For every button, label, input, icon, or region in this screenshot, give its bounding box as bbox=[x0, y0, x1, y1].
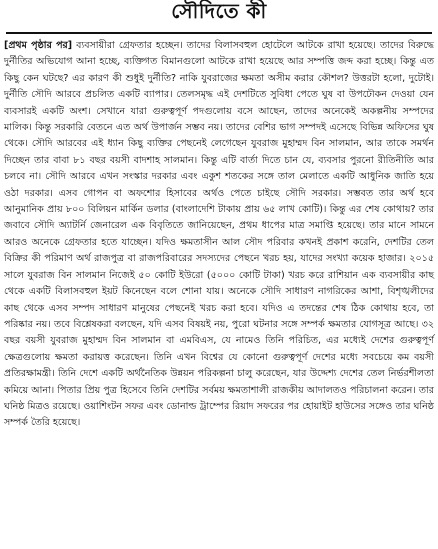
article-body bbox=[4, 38, 434, 432]
article-header bbox=[4, 0, 434, 34]
continuation-kicker: [প্রথম পৃষ্ঠার পর] bbox=[4, 40, 73, 51]
article-headline: সৌদিতে কী bbox=[171, 0, 267, 23]
article-body-text: ব্যবসায়ীরা গ্রেফতার হচ্ছেন। তাদের বিলাসবহুল হোটেলে আটকে রাখা হয়েছে। তাদের বিরুদ্ধে দুর্নীতির অভিযোগ আনা হচ্ছে, ব্যক্তিগত বিমানগুলো আটকে রাখা হয়েছে আর সম্পত্তি জব্দ করা হচ্ছে। কিন্তু এত কিছু কেন ঘটছে? এর কারণ কী শুধুই দুর্নীতি? নাকি যুবরাজের ক্ষমতা অসীম করার কৌশল? উত্তরটা হলো, দুটোই। দুর্নীতি সৌদি আরবে প্রচলিত একটি ব্যাপার। তেলসমৃদ্ধ এই দেশটিতে সুবিধা পেতে ঘুষ বা উপঢৌকন দেওয়া যেন ব্যবসারই একটি অংশ। সেখানে যারা গুরুত্বপূর্ণ পদগুলোয় বসে আছেন, তাদের অনেকেই অকল্পনীয় সম্পদের মালিক। কিন্তু সরকারি বেতনে এত অর্থ উপার্জন সম্ভব নয়। তাদের বেশির ভাগ সম্পদই এসেছে বিভিন্ন অফিসের ঘুষ থেকে। সৌদি আরবের এই ধ্যান কিছু ব্যক্তির পেছনেই লেগেছেন যুবরাজ মুহাম্মদ বিন সালমান, আর তাকে সমর্থন দিচ্ছেন তার বাবা ৮১ বছর বয়সী বাদশাহ সালমান। কিন্তু এটি বার্তা দিতে চান যে, ব্যবসার পুরনো রীতিনীতি আর চলবে না। সৌদি আরবে এখন সংস্কার দরকার এবং একুশ শতকের সঙ্গে তাল মেলাতে একটি আধুনিক জাতি হয়ে ওঠা দরকার। এসব গোপন বা অফশোর হিসাবের অর্থও পেতে চাইছে সৌদি সরকার। সম্ভবত তার অর্থ হবে আনুমানিক প্রায় ৮০০ বিলিয়ন মার্কিন ডলার (বাংলাদেশি টাকায় প্রায় ৬৫ লাখ কোটি)। কিন্তু এর শেষ কোথায়? তার জবাবে সৌদি অ্যাটর্নি জেনারেল এক বিবৃতিতে জানিয়েছেন, প্রথম ধাপের মাত্র সমাপ্তি হয়েছে। তার মানে সামনে আরও অনেকে গ্রেফতার হতে যাচ্ছেন। যদিও ক্ষমতাসীন আল সৌদ পরিবার কখনই প্রকাশ করেনি, দেশটির তেল বিক্রির কী পরিমাণ অর্থ রাজপুত্র বা রাজপরিবারের সদস্যদের পেছনে খরচ হয়, যাদের সংখ্যা কয়েক হাজার। ২০১৫ সালে যুবরাজ বিন সালমান নিজেই ৫০ কোটি ইউরো (৫০০০ কোটি টাকা) খরচ করে রাশিয়ান এক ব্যবসায়ীর কাছ থেকে একটি বিলাসবহুল ইয়ট কিনেছেন বলে শোনা যায়। অনেকে সৌদি সাধারণ নাগরিকের আশা, বিশৃঙ্খলীদের কাছ থেকে এসব সম্পদ সাধারণ মানুষের পেছনেই খরচ করা হবে। যদিও এ তদন্তের শেষ ঠিক কোথায় হবে, তা পরিষ্কার নয়। তবে বিশ্লেষকরা বলছেন, যদি এসব বিষয়ই নয়, পুরো ঘটনার সঙ্গে সম্পর্ক ক্ষমতার যোগসূত্র আছে। ৩২ বছর বয়সী যুবরাজ মুহাম্মদ বিন সালমান বা এমবিএস, যে নামেও তিনি পরিচিত, এর মধ্যেই দেশের গুরুত্বপূর্ণ ক্ষেত্রগুলোয় ক্ষমতা করায়ত্ত করেছেন। তিনি এখন বিশ্বের যে কোনো গুরুত্বপূর্ণ দেশের মধ্যে সবচেয়ে কম বয়সী প্রতিরক্ষামন্ত্রী। তিনি দেশে একটি অর্থনৈতিক উন্নয়ন পরিকল্পনা চালু করেছেন, যার উদ্দেশ্য দেশের তেল নির্ভরশীলতা কমিয়ে আনা। পিতার প্রিয় পুত্র হিসেবে তিনি দেশটির সর্বময় ক্ষমতাশালী রাজকীয় আদালতও পরিচালনা করেন। তার ঘনিষ্ঠ মিত্রও রয়েছে। ওয়াশিংটন সফর এবং ডোনাল্ড ট্রাম্পের রিয়াদ সফরের পর হোয়াইট হাউসের সঙ্গেও তার ঘনিষ্ঠ সম্পর্ক তৈরি হয়েছে। bbox=[4, 40, 434, 429]
headline-divider bbox=[6, 32, 432, 34]
